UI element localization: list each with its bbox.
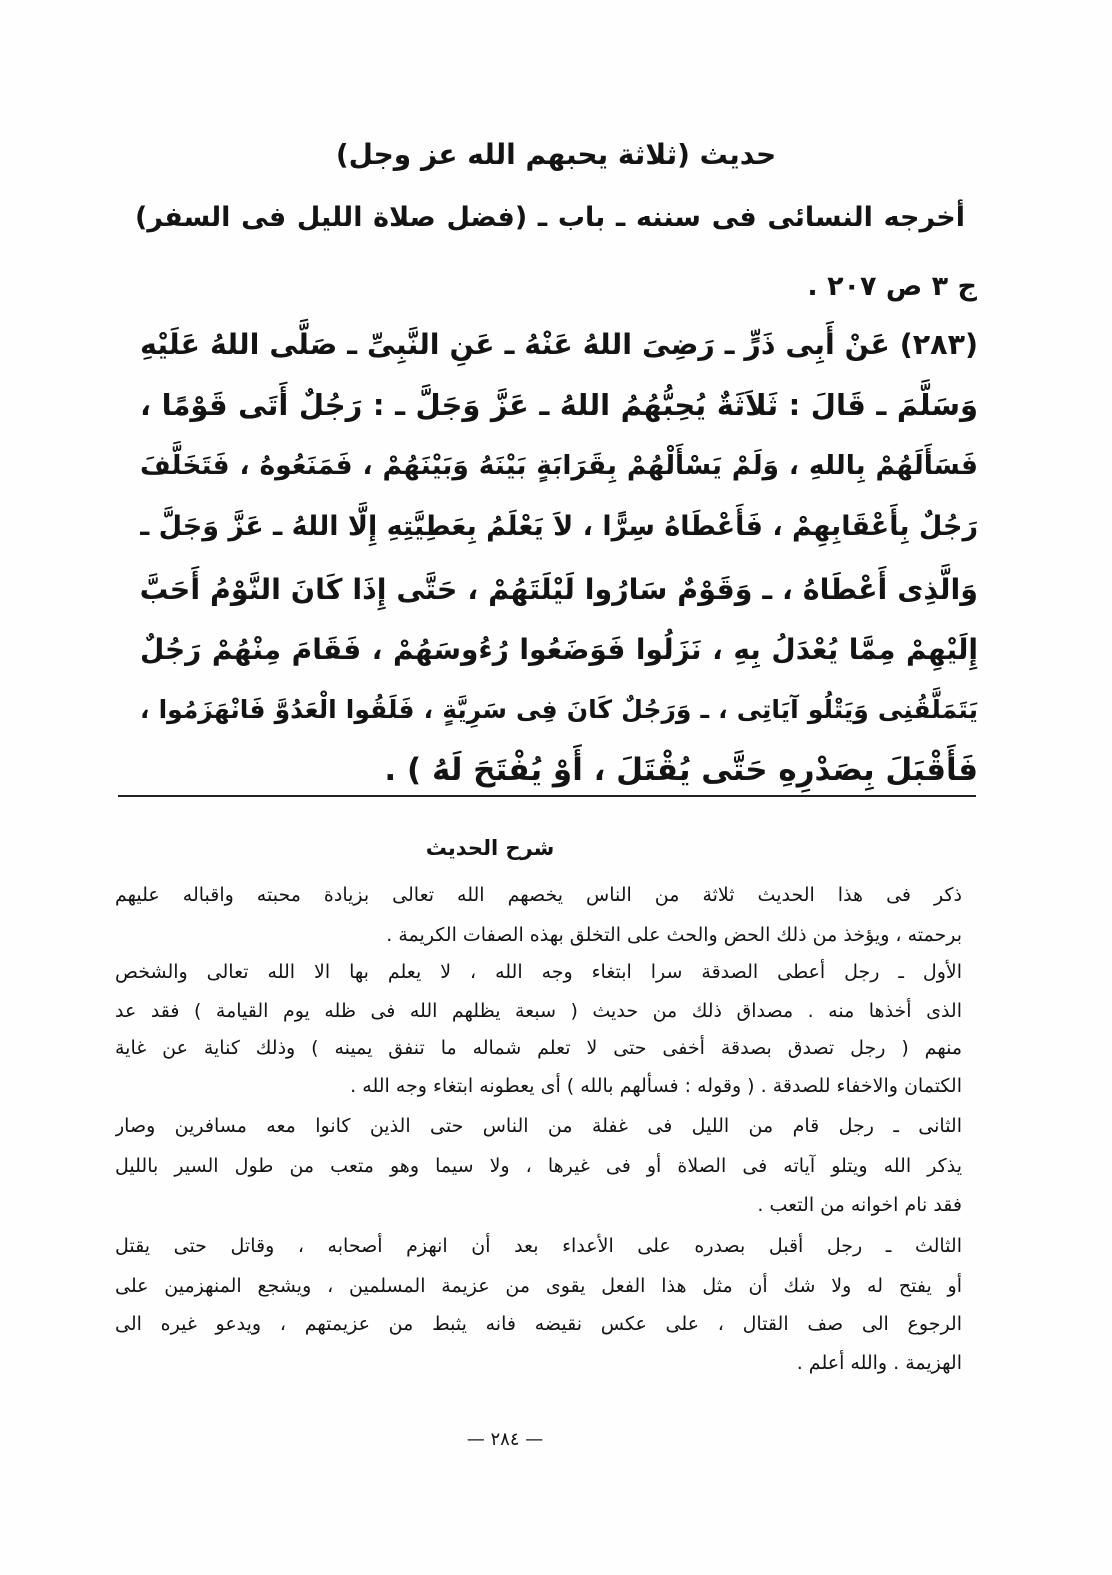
commentary-line: الثانى ـ رجل قام من الليل فى غفلة من الناس حتى الذين كانوا معه مسافرين وصار: [115, 1115, 962, 1137]
commentary-line: الذى أخذها منه . مصداق ذلك من حديث ( سبعة يظلهم الله فى ظله يوم القيامة ) فقد عد: [115, 1000, 962, 1022]
section-divider: [118, 795, 976, 797]
hadith-line: فَسَأَلَهُمْ بِاللهِ ، وَلَمْ يَسْأَلْهُمْ بِقَرَابَةٍ بَيْنَهُ وَبَيْنَهُمْ ، فَمَنَعُوهُ ، فَتَخَلَّفَ: [140, 450, 978, 481]
page-title: حديث (ثلاثة يحبهم الله عز وجل): [335, 138, 777, 171]
commentary-heading: شرح الحديث: [425, 836, 555, 860]
hadith-line: رَجُلٌ بِأَعْقَابِهِمْ ، فَأَعْطَاهُ سِرًّا ، لاَ يَعْلَمُ بِعَطِيَّتِهِ إِلَّا اللهُ ـ عَزَّ وَجَلَّ ـ: [140, 511, 978, 542]
page-number: — ٢٨٤ —: [466, 1429, 544, 1450]
commentary-line: الرجوع الى صف القتال ، على عكس نقيضه فانه يثبط من عزيمتهم ، ويدعو غيره الى: [115, 1313, 962, 1335]
commentary-line: ذكر فى هذا الحديث ثلاثة من الناس يخصهم الله تعالى بزيادة محبته واقباله عليهم: [115, 884, 962, 906]
hadith-line: وَالَّذِى أَعْطَاهُ ، ـ وَقَوْمٌ سَارُوا لَيْلَتَهُمْ ، حَتَّى إِذَا كَانَ النَّوْمُ أَحَبَّ: [140, 573, 978, 606]
hadith-line: يَتَمَلَّقُنِى وَيَتْلُو آيَاتِى ، ـ وَرَجُلٌ كَانَ فِى سَرِيَّةٍ ، فَلَقُوا الْعَدُوَّ فَانْهَزَمُوا ،: [140, 695, 978, 724]
hadith-line: وَسَلَّمَ ـ قَالَ : ثَلاَثَةٌ يُحِبُّهُمُ اللهُ ـ عَزَّ وَجَلَّ ـ : رَجُلٌ أَتَى قَوْمًا ،: [140, 388, 978, 422]
hadith-line: فَأَقْبَلَ بِصَدْرِهِ حَتَّى يُقْتَلَ ، أَوْ يُفْتَحَ لَهُ ) .: [384, 752, 978, 788]
commentary-line: يذكر الله ويتلو آياته فى الصلاة أو فى غيرها ، ولا سيما وهو متعب من طول السير بالليل: [115, 1155, 962, 1177]
commentary-line: منهم ( رجل تصدق بصدقة أخفى حتى لا تعلم شماله ما تنفق يمينه ) وذلك كناية عن غاية: [115, 1037, 962, 1059]
commentary-line: فقد نام اخوانه من التعب .: [757, 1194, 962, 1216]
hadith-line: (٢٨٣) عَنْ أَبِى ذَرٍّ ـ رَضِىَ اللهُ عَنْهُ ـ عَنِ النَّبِىِّ ـ صَلَّى اللهُ عَلَيْهِ: [140, 328, 978, 361]
commentary-line: الهزيمة . والله أعلم .: [796, 1352, 962, 1374]
commentary-line: أو يفتح له ولا شك أن مثل هذا الفعل يقوى من عزيمة المسلمين ، ويشجع المنهزمين على: [115, 1275, 962, 1297]
commentary-line: الكتمان والاخفاء للصدقة . ( وقوله : فسألهم بالله ) أى يعطونه ابتغاء وجه الله .: [350, 1075, 962, 1097]
commentary-line: الأول ـ رجل أعطى الصدقة سرا ابتغاء وجه الله ، لا يعلم بها الا الله تعالى والشخص: [115, 961, 962, 983]
commentary-line: برحمته ، ويؤخذ من ذلك الحض والحث على التخلق بهذه الصفات الكريمة .: [386, 924, 962, 946]
hadith-line: إِلَيْهِمْ مِمَّا يُعْدَلُ بِهِ ، نَزَلُوا فَوَضَعُوا رُءُوسَهُمْ ، فَقَامَ مِنْهُمْ رَجُلٌ: [140, 633, 978, 666]
source-line: أخرجه النسائى فى سننه ـ باب ـ (فضل صلاة الليل فى السفر): [135, 202, 965, 233]
reference-line: ج ٣ ص ٢٠٧ .: [807, 271, 977, 302]
commentary-line: الثالث ـ رجل أقبل بصدره على الأعداء بعد أن انهزم أصحابه ، وقاتل حتى يقتل: [115, 1235, 962, 1257]
